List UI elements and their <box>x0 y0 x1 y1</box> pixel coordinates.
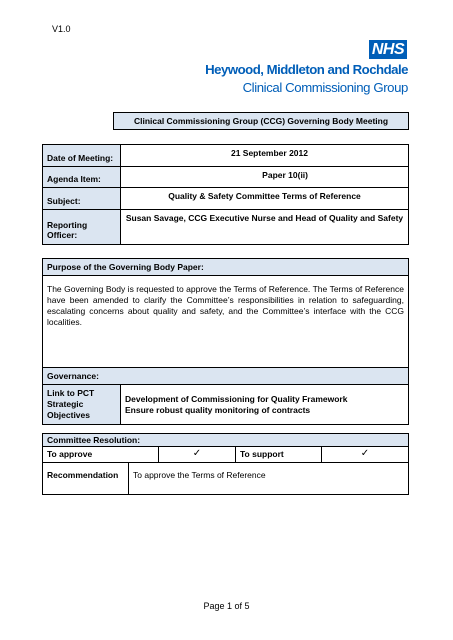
objective-2: Ensure robust quality monitoring of contracts <box>125 405 311 415</box>
subject-label: Subject: <box>43 188 121 210</box>
officer-value: Susan Savage, CCG Executive Nurse and Head of Quality and Safety <box>121 210 409 245</box>
date-value: 21 September 2012 <box>121 145 409 167</box>
subject-value: Quality & Safety Committee Terms of Reference <box>121 188 409 210</box>
recommendation-label: Recommendation <box>43 463 129 495</box>
governance-table <box>42 367 409 425</box>
purpose-table <box>42 258 409 368</box>
nhs-logo <box>369 40 407 59</box>
nhs-logo-text: NHS <box>371 41 405 58</box>
resolution-table <box>42 433 409 463</box>
agenda-value: Paper 10(ii) <box>121 167 409 188</box>
approve-check: ✓ <box>159 447 236 463</box>
purpose-text: The Governing Body is requested to approve the Terms of Reference. The Terms of Reference have been amended to clarify the Committee’s responsibilities in relation to safeguarding, escalating concerns about quality and safety, and the Committee’s interface with the CCG localities. <box>43 276 409 368</box>
officer-label: Reporting Officer: <box>43 210 121 245</box>
recommendation-table <box>42 462 409 495</box>
recommendation-value: To approve the Terms of Reference <box>129 463 409 495</box>
approve-label: To approve <box>43 447 159 463</box>
meeting-title: Clinical Commissioning Group (CCG) Governing Body Meeting <box>113 112 409 130</box>
link-label: Link to PCT Strategic Objectives <box>43 385 121 425</box>
support-label: To support <box>236 447 322 463</box>
purpose-heading: Purpose of the Governing Body Paper: <box>43 259 409 276</box>
resolution-heading: Committee Resolution: <box>43 434 409 447</box>
org-name-line2: Clinical Commissioning Group <box>242 80 408 95</box>
governance-heading: Governance: <box>43 368 409 385</box>
objectives-cell <box>121 385 409 425</box>
objective-1: Development of Commissioning for Quality Framework <box>125 394 348 404</box>
version-label: V1.0 <box>52 24 71 34</box>
date-label: Date of Meeting: <box>43 145 121 167</box>
support-check: ✓ <box>322 447 409 463</box>
agenda-label: Agenda Item: <box>43 167 121 188</box>
page-number: Page 1 of 5 <box>203 601 250 611</box>
org-name-line1: Heywood, Middleton and Rochdale <box>205 62 408 77</box>
details-table <box>42 144 409 245</box>
